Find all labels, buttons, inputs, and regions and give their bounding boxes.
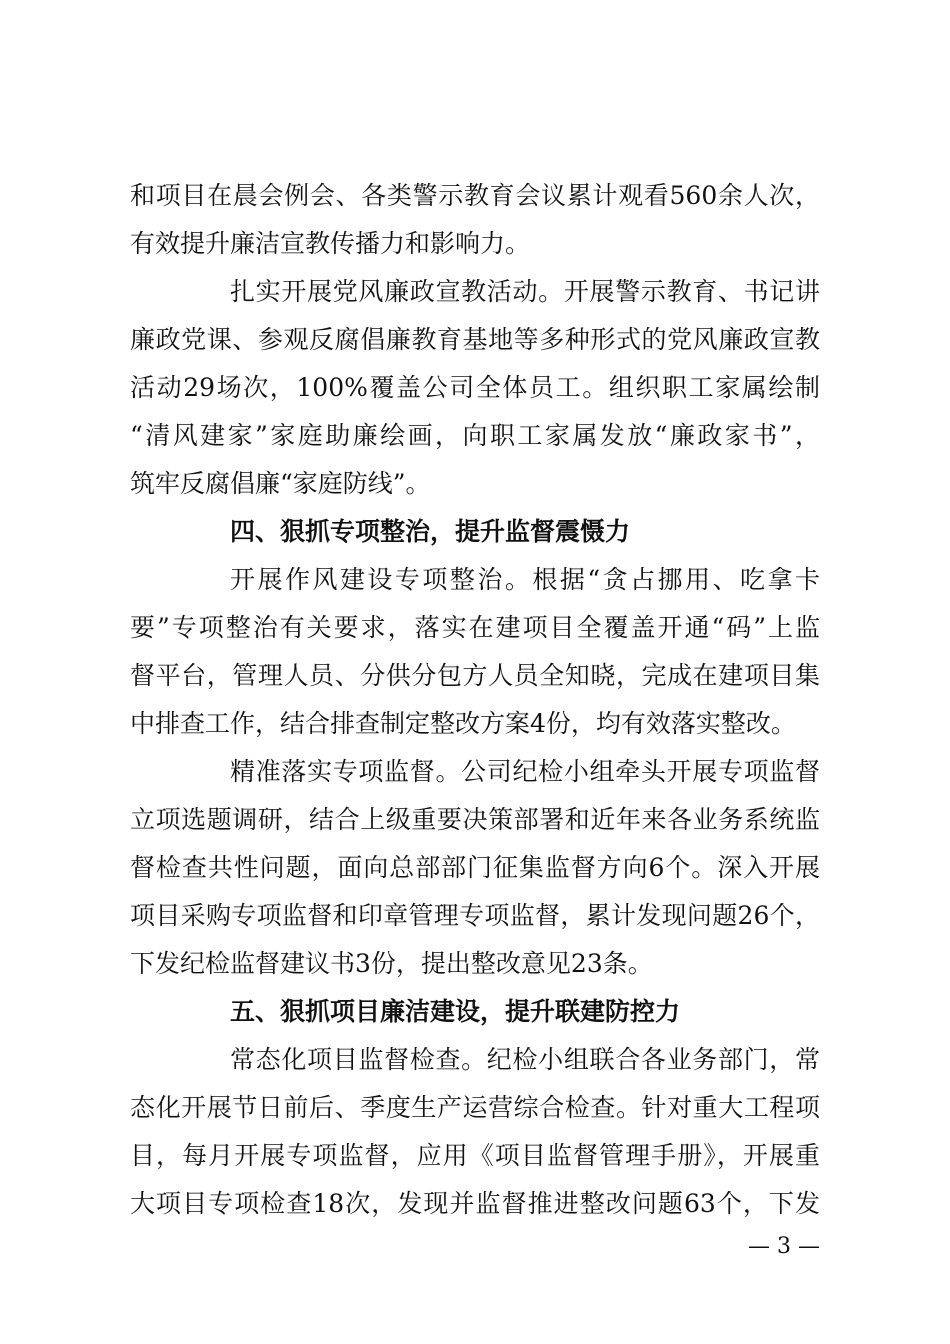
body-text-line: 活动29场次，100%覆盖公司全体员工。组织职工家属绘制 [130, 373, 820, 402]
body-text-line: 目，每月开展专项监督，应用《项目监督管理手册》，开展重 [130, 1141, 820, 1170]
body-text-line: 要”专项整治有关要求，落实在建项目全覆盖开通“码”上监 [130, 613, 820, 642]
body-text-line: 督检查共性问题，面向总部部门征集监督方向6个。深入开展 [130, 853, 820, 882]
body-text-line: “清风建家”家庭助廉绘画，向职工家属发放“廉政家书”， [130, 421, 820, 450]
paragraph-lead-line: 常态化项目监督检查。纪检小组联合各业务部门，常 [230, 1045, 820, 1074]
paragraph-lead-line: 扎实开展党风廉政宣教活动。开展警示教育、书记讲 [230, 277, 820, 306]
section-heading-5: 五、狠抓项目廉洁建设，提升联建防控力 [230, 997, 681, 1026]
body-text-line: 项目采购专项监督和印章管理专项监督，累计发现问题26个， [130, 901, 820, 930]
paragraph-lead-line: 精准落实专项监督。公司纪检小组牵头开展专项监督 [230, 757, 820, 786]
body-text-line: 廉政党课、参观反腐倡廉教育基地等多种形式的党风廉政宣教 [130, 325, 820, 354]
body-text-line: 大项目专项检查18次，发现并监督推进整改问题63个，下发 [130, 1189, 820, 1218]
paragraph-lead-line: 开展作风建设专项整治。根据“贪占挪用、吃拿卡 [230, 565, 820, 594]
body-text-line: 立项选题调研，结合上级重要决策部署和近年来各业务系统监 [130, 805, 820, 834]
body-text-line: 督平台，管理人员、分供分包方人员全知晓，完成在建项目集 [130, 661, 820, 690]
body-text-line: 中排查工作，结合排查制定整改方案4份，均有效落实整改。 [130, 709, 796, 738]
body-text-line: 下发纪检监督建议书3份，提出整改意见23条。 [130, 949, 653, 978]
body-text-line: 态化开展节日前后、季度生产运营综合检查。针对重大工程项 [130, 1093, 820, 1122]
body-text-line: 筑牢反腐倡廉“家庭防线”。 [130, 469, 431, 498]
section-heading-4: 四、狠抓专项整治，提升监督震慑力 [230, 517, 631, 546]
body-text-line: 和项目在晨会例会、各类警示教育会议累计观看560余人次， [130, 181, 820, 210]
body-text-line: 有效提升廉洁宣教传播力和影响力。 [130, 229, 531, 258]
page-number: — 3 — [748, 1234, 820, 1259]
